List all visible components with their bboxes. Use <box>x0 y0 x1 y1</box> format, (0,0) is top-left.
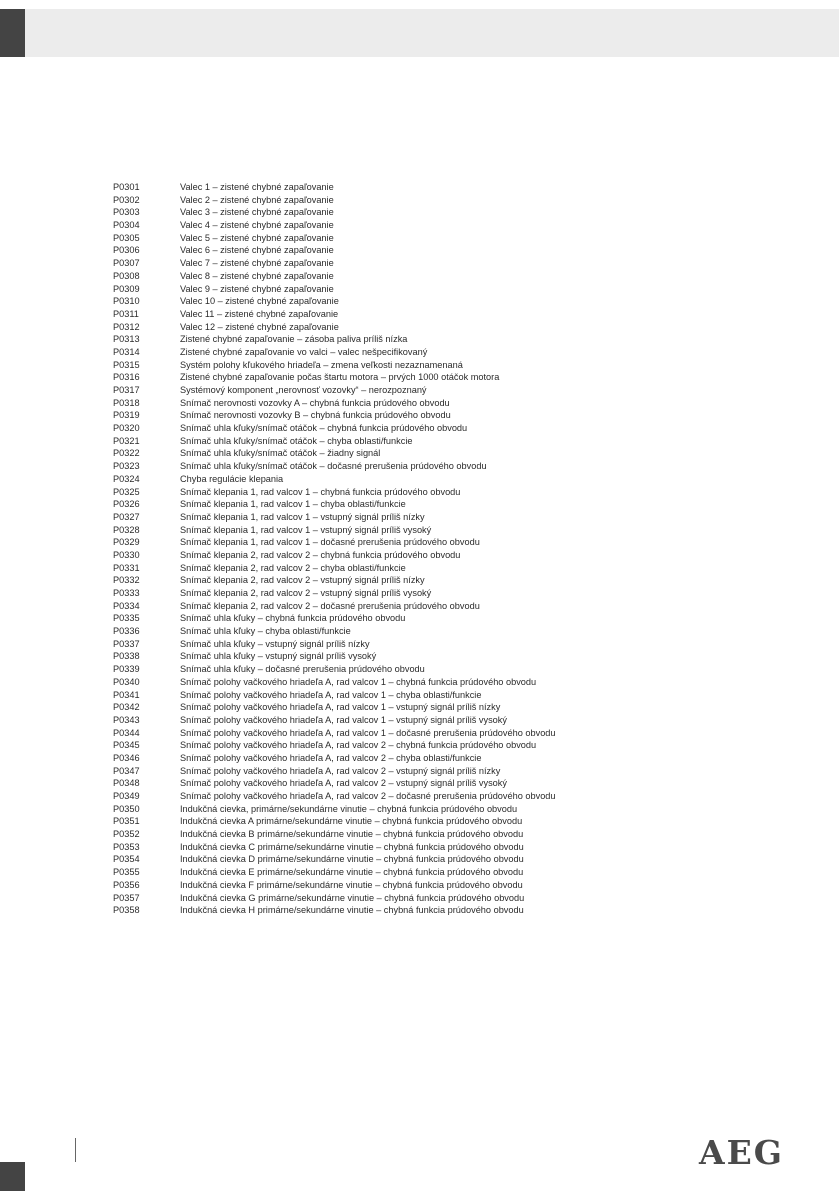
error-code: P0313 <box>113 334 140 345</box>
error-description: Indukčná cievka H primárne/sekundárne vinutie – chybná funkcia prúdového obvodu <box>180 905 524 916</box>
error-description: Snímač nerovnosti vozovky A – chybná funkcia prúdového obvodu <box>180 397 450 408</box>
code-row <box>113 562 733 575</box>
error-code: P0340 <box>113 676 140 687</box>
code-row <box>113 460 733 473</box>
code-row <box>113 727 733 740</box>
code-row <box>113 904 733 917</box>
error-description: Zistené chybné zapaľovanie – zásoba paliva príliš nízka <box>180 334 408 345</box>
error-code-list <box>113 181 733 917</box>
error-code: P0343 <box>113 714 140 725</box>
error-description: Snímač klepania 1, rad valcov 1 – chyba oblasti/funkcie <box>180 499 406 510</box>
code-row <box>113 397 733 410</box>
error-code: P0325 <box>113 486 140 497</box>
error-code: P0315 <box>113 359 140 370</box>
error-code: P0324 <box>113 473 140 484</box>
code-row <box>113 257 733 270</box>
code-row <box>113 828 733 841</box>
error-description: Snímač klepania 2, rad valcov 2 – vstupný signál príliš vysoký <box>180 588 432 598</box>
code-row <box>113 219 733 232</box>
error-description: Indukčná cievka D primárne/sekundárne vinutie – chybná funkcia prúdového obvodu <box>180 854 524 865</box>
error-description: Valec 2 – zistené chybné zapaľovanie <box>180 194 334 205</box>
error-code: P0357 <box>113 892 140 903</box>
code-row <box>113 283 733 296</box>
error-description: Snímač nerovnosti vozovky B – chybná funkcia prúdového obvodu <box>180 410 451 421</box>
error-code: P0314 <box>113 346 140 357</box>
code-row <box>113 194 733 207</box>
error-description: Snímač uhla kľuky/snímač otáčok – chybná funkcia prúdového obvodu <box>180 423 468 434</box>
error-description: Systémový komponent „nerovnosť vozovky“ – nerozpoznaný <box>180 385 427 395</box>
error-description: Snímač polohy vačkového hriadeľa A, rad valcov 1 – vstupný signál príliš vysoký <box>180 714 507 725</box>
error-code: P0312 <box>113 321 140 332</box>
code-row <box>113 752 733 765</box>
error-code: P0303 <box>113 207 140 218</box>
error-description: Snímač uhla kľuky/snímač otáčok – žiadny signál <box>180 448 381 459</box>
code-row <box>113 333 733 346</box>
error-code: P0333 <box>113 588 140 598</box>
error-code: P0330 <box>113 549 140 560</box>
error-description: Snímač klepania 1, rad valcov 1 – dočasné prerušenia prúdového obvodu <box>180 537 480 548</box>
error-code: P0316 <box>113 372 140 383</box>
code-row <box>113 549 733 562</box>
error-code: P0301 <box>113 182 140 192</box>
error-description: Valec 12 – zistené chybné zapaľovanie <box>180 321 339 332</box>
footer-divider <box>75 1138 76 1162</box>
error-code: P0311 <box>113 308 139 319</box>
error-code: P0358 <box>113 905 140 916</box>
error-description: Snímač polohy vačkového hriadeľa A, rad valcov 2 – chybná funkcia prúdového obvodu <box>180 740 537 751</box>
error-description: Valec 8 – zistené chybné zapaľovanie <box>180 270 334 281</box>
header-tab-marker <box>0 9 25 57</box>
error-code: P0336 <box>113 626 140 637</box>
error-code: P0305 <box>113 232 140 243</box>
code-row <box>113 206 733 219</box>
error-code: P0317 <box>113 385 140 395</box>
code-row <box>113 600 733 613</box>
code-row <box>113 777 733 790</box>
code-row <box>113 790 733 803</box>
error-description: Valec 4 – zistené chybné zapaľovanie <box>180 220 334 231</box>
error-description: Snímač klepania 1, rad valcov 1 – vstupný signál príliš nízky <box>180 511 425 522</box>
error-description: Indukčná cievka C primárne/sekundárne vinutie – chybná funkcia prúdového obvodu <box>180 841 524 852</box>
error-code: P0346 <box>113 752 140 763</box>
code-row <box>113 803 733 816</box>
error-description: Snímač polohy vačkového hriadeľa A, rad valcov 1 – vstupný signál príliš nízky <box>180 702 501 713</box>
code-row <box>113 511 733 524</box>
footer-tab-marker <box>0 1162 25 1191</box>
error-description: Systém polohy kľukového hriadeľa – zmena veľkosti nezaznamenaná <box>180 359 463 370</box>
error-code: P0318 <box>113 397 140 408</box>
error-description: Snímač uhla kľuky – vstupný signál príliš nízky <box>180 638 370 649</box>
code-row <box>113 866 733 879</box>
code-row <box>113 409 733 422</box>
error-code: P0327 <box>113 511 140 522</box>
error-description: Valec 5 – zistené chybné zapaľovanie <box>180 232 334 243</box>
error-description: Snímač klepania 2, rad valcov 2 – chyba oblasti/funkcie <box>180 562 406 573</box>
error-code: P0331 <box>113 562 140 573</box>
error-code: P0304 <box>113 220 140 231</box>
code-row <box>113 815 733 828</box>
header-bar <box>0 9 839 57</box>
error-code: P0334 <box>113 600 140 611</box>
code-row <box>113 892 733 905</box>
error-code: P0332 <box>113 575 140 586</box>
code-row <box>113 473 733 486</box>
code-row <box>113 663 733 676</box>
code-row <box>113 714 733 727</box>
error-description: Zistené chybné zapaľovanie počas štartu motora – prvých 1000 otáčok motora <box>180 372 500 383</box>
error-description: Valec 10 – zistené chybné zapaľovanie <box>180 296 339 307</box>
error-code: P0349 <box>113 791 140 801</box>
code-row <box>113 244 733 257</box>
error-code: P0310 <box>113 296 140 307</box>
error-code: P0320 <box>113 423 140 434</box>
code-row <box>113 422 733 435</box>
code-row <box>113 270 733 283</box>
code-row <box>113 739 733 752</box>
error-code: P0347 <box>113 765 140 776</box>
error-code: P0319 <box>113 410 140 421</box>
error-description: Valec 3 – zistené chybné zapaľovanie <box>180 207 334 218</box>
code-row <box>113 371 733 384</box>
error-description: Indukčná cievka B primárne/sekundárne vinutie – chybná funkcia prúdového obvodu <box>180 829 524 840</box>
error-description: Snímač polohy vačkového hriadeľa A, rad valcov 1 – chybná funkcia prúdového obvodu <box>180 676 537 687</box>
error-code: P0350 <box>113 803 140 814</box>
error-description: Snímač uhla kľuky – vstupný signál príliš vysoký <box>180 651 377 662</box>
error-description: Snímač polohy vačkového hriadeľa A, rad valcov 1 – chyba oblasti/funkcie <box>180 689 482 700</box>
error-code: P0356 <box>113 879 140 890</box>
code-row <box>113 232 733 245</box>
code-row <box>113 765 733 778</box>
error-description: Valec 1 – zistené chybné zapaľovanie <box>180 182 334 192</box>
error-code: P0339 <box>113 664 140 675</box>
error-code: P0342 <box>113 702 140 713</box>
error-code: P0321 <box>113 435 140 446</box>
code-row <box>113 181 733 194</box>
code-row <box>113 879 733 892</box>
error-code: P0351 <box>113 816 140 827</box>
code-row <box>113 498 733 511</box>
code-row <box>113 486 733 499</box>
error-code: P0353 <box>113 841 140 852</box>
error-code: P0345 <box>113 740 140 751</box>
error-code: P0354 <box>113 854 140 865</box>
error-description: Valec 6 – zistené chybné zapaľovanie <box>180 245 334 256</box>
error-description: Indukčná cievka A primárne/sekundárne vinutie – chybná funkcia prúdového obvodu <box>180 816 523 827</box>
error-description: Snímač polohy vačkového hriadeľa A, rad valcov 2 – chyba oblasti/funkcie <box>180 752 482 763</box>
error-description: Snímač uhla kľuky – dočasné prerušenia prúdového obvodu <box>180 664 425 675</box>
aeg-logo: AEG <box>699 1133 784 1172</box>
error-code: P0352 <box>113 829 140 840</box>
error-description: Snímač klepania 2, rad valcov 2 – chybná funkcia prúdového obvodu <box>180 549 461 560</box>
error-description: Snímač polohy vačkového hriadeľa A, rad valcov 1 – dočasné prerušenia prúdového obvodu <box>180 727 556 738</box>
error-code: P0307 <box>113 258 140 269</box>
error-code: P0309 <box>113 283 140 294</box>
error-code: P0335 <box>113 613 140 624</box>
error-description: Snímač uhla kľuky – chyba oblasti/funkcie <box>180 626 351 637</box>
error-description: Snímač uhla kľuky/snímač otáčok – chyba oblasti/funkcie <box>180 435 413 446</box>
error-description: Snímač klepania 1, rad valcov 1 – chybná funkcia prúdového obvodu <box>180 486 461 497</box>
error-description: Valec 11 – zistené chybné zapaľovanie <box>180 308 339 319</box>
error-description: Indukčná cievka E primárne/sekundárne vinutie – chybná funkcia prúdového obvodu <box>180 867 524 878</box>
code-row <box>113 574 733 587</box>
error-description: Valec 7 – zistené chybné zapaľovanie <box>180 258 334 269</box>
code-row <box>113 384 733 397</box>
error-description: Valec 9 – zistené chybné zapaľovanie <box>180 283 334 294</box>
error-description: Snímač polohy vačkového hriadeľa A, rad valcov 2 – vstupný signál príliš nízky <box>180 765 501 776</box>
error-description: Snímač klepania 2, rad valcov 2 – dočasné prerušenia prúdového obvodu <box>180 600 480 611</box>
code-row <box>113 308 733 321</box>
code-row <box>113 295 733 308</box>
code-row <box>113 587 733 600</box>
error-description: Zistené chybné zapaľovanie vo valci – valec nešpecifikovaný <box>180 346 428 357</box>
error-code: P0306 <box>113 245 140 256</box>
code-row <box>113 701 733 714</box>
code-row <box>113 536 733 549</box>
code-row <box>113 346 733 359</box>
error-description: Indukčná cievka F primárne/sekundárne vinutie – chybná funkcia prúdového obvodu <box>180 879 523 890</box>
error-description: Indukčná cievka, primárne/sekundárne vinutie – chybná funkcia prúdového obvodu <box>180 803 518 814</box>
error-code: P0337 <box>113 638 140 649</box>
error-code: P0326 <box>113 499 140 510</box>
code-row <box>113 321 733 334</box>
code-row <box>113 853 733 866</box>
code-row <box>113 841 733 854</box>
code-row <box>113 447 733 460</box>
error-code: P0355 <box>113 867 140 878</box>
code-row <box>113 524 733 537</box>
error-description: Snímač polohy vačkového hriadeľa A, rad valcov 2 – dočasné prerušenia prúdového obvodu <box>180 791 556 801</box>
error-code: P0328 <box>113 524 140 535</box>
error-description: Snímač klepania 2, rad valcov 2 – vstupný signál príliš nízky <box>180 575 425 586</box>
error-description: Snímač polohy vačkového hriadeľa A, rad valcov 2 – vstupný signál príliš vysoký <box>180 778 507 789</box>
code-row <box>113 435 733 448</box>
error-description: Snímač klepania 1, rad valcov 1 – vstupný signál príliš vysoký <box>180 524 432 535</box>
error-description: Indukčná cievka G primárne/sekundárne vinutie – chybná funkcia prúdového obvodu <box>180 892 525 903</box>
error-description: Snímač uhla kľuky/snímač otáčok – dočasné prerušenia prúdového obvodu <box>180 461 487 472</box>
error-description: Snímač uhla kľuky – chybná funkcia prúdového obvodu <box>180 613 406 624</box>
error-description: Chyba regulácie klepania <box>180 473 284 484</box>
code-row <box>113 638 733 651</box>
code-row <box>113 676 733 689</box>
error-code: P0344 <box>113 727 140 738</box>
code-row <box>113 650 733 663</box>
code-row <box>113 689 733 702</box>
error-code: P0302 <box>113 194 140 205</box>
error-code: P0308 <box>113 270 140 281</box>
code-row <box>113 612 733 625</box>
error-code: P0323 <box>113 461 140 472</box>
code-row <box>113 625 733 638</box>
error-code: P0338 <box>113 651 140 662</box>
error-code: P0329 <box>113 537 140 548</box>
error-code: P0322 <box>113 448 140 459</box>
error-code: P0348 <box>113 778 140 789</box>
code-row <box>113 359 733 372</box>
error-code: P0341 <box>113 689 140 700</box>
